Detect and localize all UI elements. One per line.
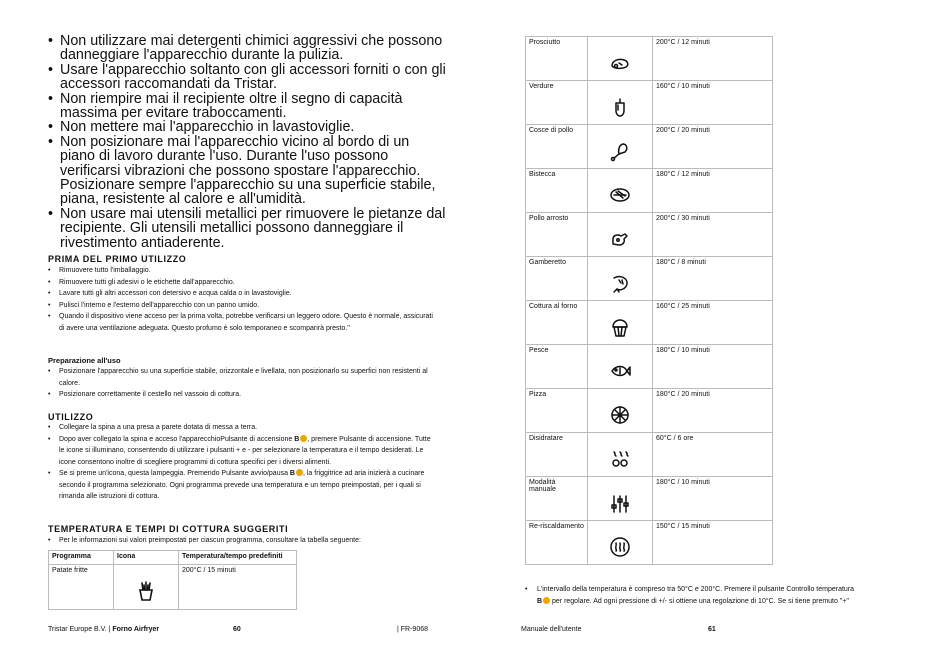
program-name: Pizza <box>526 389 588 433</box>
col-program: Programma <box>49 551 114 565</box>
program-value: 200°C / 30 minuti <box>653 213 773 257</box>
program-name: Re-riscaldamento <box>526 521 588 565</box>
usage-list <box>48 422 433 503</box>
table-row <box>526 389 773 433</box>
program-value: 180°C / 8 minuti <box>653 257 773 301</box>
pepper-icon <box>588 81 653 125</box>
list-item: • Collegare la spina a una presa a parete dotata di messa a terra. <box>48 422 433 434</box>
footer-product: Forno Airfryer <box>112 626 160 633</box>
program-name: Gamberetto <box>526 257 588 301</box>
list-item: • Pulisci l'interno e l'esterno dell'apparecchio con un panno umido. <box>48 300 433 312</box>
shrimp-icon <box>588 257 653 301</box>
program-value: 160°C / 10 minuti <box>653 81 773 125</box>
list-item: • Lavare tutti gli altri accessori con detersivo e acqua calda o in lavastoviglie. <box>48 288 433 300</box>
roast-chicken-icon <box>588 213 653 257</box>
safety-bullet: • Non mettere mai l'apparecchio in lavastoviglie. <box>48 120 448 134</box>
table-row <box>526 477 773 521</box>
preparation-list <box>48 366 433 401</box>
list-item: • Rimuovere tutto l'imballaggio. <box>48 265 433 277</box>
list-item: • Quando il dispositivo viene acceso per la prima volta, potrebbe verificarsi un leggero odore. Questo è normale, assicurati di avere una ventilazione adeguata. Questo profumo è solo temporaneo e scomparirà presto." <box>48 311 433 334</box>
list-item <box>48 434 433 469</box>
temperature-note: • L'intervallo della temperatura è compreso tra 50°C e 200°C. Premere il pulsante Controllo temperatura B per regolare. Ad ogni pressione di +/- si ottiene una regolazione di 10°C. Se si tiene premuto "+" <box>525 586 855 605</box>
program-value: 200°C / 12 minuti <box>653 37 773 81</box>
program-value: 200°C / 20 minuti <box>653 125 773 169</box>
usage-text: , premere Pulsante di accensione. Tutte le icone si illuminano, consentendo di utilizzare i pulsanti + e - per selezionare la temperatura e il tempo desiderati. Le icone consentono inoltre di scegliere programmi di cottura specifici per i diversi alimenti. <box>59 435 431 466</box>
program-name: Pesce <box>526 345 588 389</box>
table-row <box>526 345 773 389</box>
drumstick-icon <box>588 125 653 169</box>
list-item <box>48 468 433 503</box>
usage-text: Se si preme un'icona, questa lampeggia. Premendo Pulsante avvio/pausa <box>59 470 290 477</box>
program-name: Pollo arrosto <box>526 213 588 257</box>
program-value: 180°C / 10 minuti <box>653 345 773 389</box>
footer-brand: Tristar Europe B.V. | <box>48 626 113 633</box>
fries-icon <box>114 565 179 610</box>
button-b-label: B <box>289 470 295 477</box>
table-row <box>526 433 773 477</box>
reheat-icon <box>588 521 653 565</box>
first-use-list <box>48 265 433 334</box>
col-temp: Temperatura/tempo predefiniti <box>179 551 297 565</box>
program-value: 180°C / 20 minuti <box>653 389 773 433</box>
button-b-label: B <box>537 598 543 605</box>
dehydrate-icon <box>588 433 653 477</box>
program-name: Patate fritte <box>49 565 114 610</box>
footer-left <box>48 626 159 633</box>
program-name: Cosce di pollo <box>526 125 588 169</box>
program-value: 60°C / 6 ore <box>653 433 773 477</box>
list-item: • Posizionare l'apparecchio su una superficie stabile, orizzontale e livellata, non posizionarlo su superfici non resistenti al calore. <box>48 366 433 389</box>
sliders-icon <box>588 477 653 521</box>
footer-manual: Manuale dell'utente <box>521 626 582 633</box>
program-value: 180°C / 10 minuti <box>653 477 773 521</box>
program-value: 150°C / 15 minuti <box>653 521 773 565</box>
temps-heading: TEMPERATURA E TEMPI DI COTTURA SUGGERITI <box>48 524 289 534</box>
note-text: per regolare. Ad ogni pressione di +/- si ottiene una regolazione di 10°C. Se si tiene premuto "+" <box>550 598 849 605</box>
safety-bullet: • Non posizionare mai l'apparecchio vicino al bordo di un piano di lavoro durante l'uso. Durante l'uso possono verificarsi vibrazioni che possono spostare l'apparecchio. Posizionare sempre l'apparecchio su una superficie stabile, piana, resistente al calore e all'umidità. <box>48 135 448 207</box>
ham-icon <box>588 37 653 81</box>
safety-bullets <box>48 34 448 250</box>
program-name: Modalità manuale <box>526 477 588 521</box>
table-row <box>526 257 773 301</box>
button-b-label: B <box>294 435 300 443</box>
safety-bullet: • Non usare mai utensili metallici per rimuovere le pietanze dal recipiente. Gli utensili metallici possono danneggiare il rivestimento antiaderente. <box>48 207 448 250</box>
program-name: Bistecca <box>526 169 588 213</box>
program-name: Disidratare <box>526 433 588 477</box>
start-pause-button-icon <box>296 469 303 476</box>
table-row <box>526 301 773 345</box>
program-table-right <box>525 36 773 565</box>
table-row <box>526 213 773 257</box>
list-item: • Posizionare correttamente il cestello nel vassoio di cottura. <box>48 389 433 401</box>
usage-heading: UTILIZZO <box>48 412 94 422</box>
note-text: L'intervallo della temperatura è compreso tra 50°C e 200°C. Premere il pulsante Controllo temperatura <box>537 586 855 593</box>
table-row <box>49 565 297 610</box>
table-row <box>526 521 773 565</box>
usage-text: , la friggitrice ad aria inizierà a cucinare secondo il programma selezionato. Ogni programma prevede una temperatura e un tempo preimpostati, per i quali si rimanda alle istruzioni di cottura. <box>59 470 425 500</box>
list-item: • Per le informazioni sui valori preimpostati per ciascun programma, consultare la tabella seguente: <box>48 535 433 547</box>
program-name: Verdure <box>526 81 588 125</box>
safety-bullet: • Non riempire mai il recipiente oltre il segno di capacità massima per evitare traboccamenti. <box>48 92 448 121</box>
right-page <box>475 0 950 654</box>
table-header <box>49 551 297 565</box>
program-name: Cottura al forno <box>526 301 588 345</box>
program-name: Prosciutto <box>526 37 588 81</box>
page-number: 60 <box>233 626 241 633</box>
program-value: 160°C / 25 minuti <box>653 301 773 345</box>
table-row <box>526 125 773 169</box>
temperature-button-icon <box>543 597 550 604</box>
preparation-heading: Preparazione all'uso <box>48 356 121 365</box>
program-value: 180°C / 12 minuti <box>653 169 773 213</box>
footer-model: | FR-9068 <box>397 626 428 633</box>
fish-icon <box>588 345 653 389</box>
steak-icon <box>588 169 653 213</box>
program-value: 200°C / 15 minuti <box>179 565 297 610</box>
list-item: • Rimuovere tutti gli adesivi o le etichette dall'apparecchio. <box>48 277 433 289</box>
page-number: 61 <box>708 626 716 633</box>
safety-bullet: • Non utilizzare mai detergenti chimici aggressivi che possono danneggiare l'apparecchio durante la pulizia. <box>48 34 448 63</box>
table-row <box>526 37 773 81</box>
cupcake-icon <box>588 301 653 345</box>
program-table-left <box>48 550 297 610</box>
first-use-heading: PRIMA DEL PRIMO UTILIZZO <box>48 254 187 264</box>
safety-bullet: • Usare l'apparecchio soltanto con gli accessori forniti o con gli accessori raccomandati da Tristar. <box>48 63 448 92</box>
col-icon: Icona <box>114 551 179 565</box>
temps-intro <box>48 535 433 547</box>
usage-text: Dopo aver collegato la spina e acceso l'apparecchioPulsante di accensione <box>59 435 295 443</box>
pizza-icon <box>588 389 653 433</box>
table-row <box>526 81 773 125</box>
table-row <box>526 169 773 213</box>
